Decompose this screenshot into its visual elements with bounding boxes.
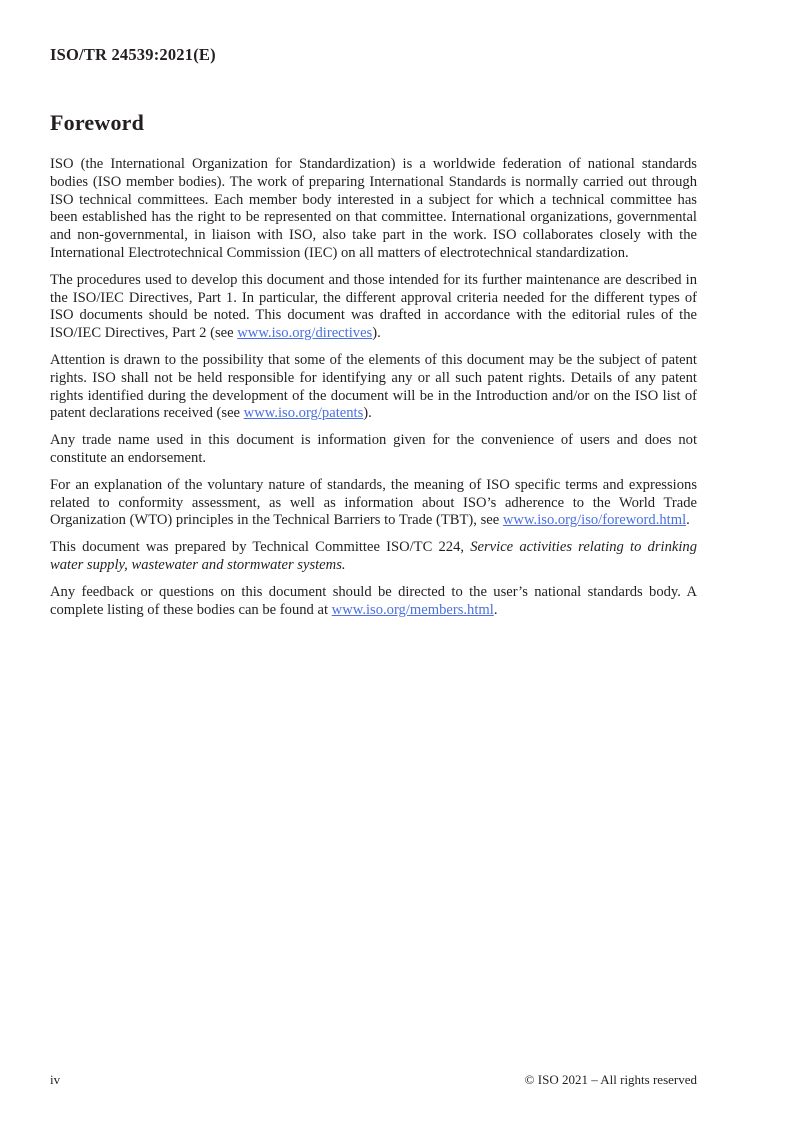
paragraph-text: .: [686, 512, 690, 529]
link-iso-members[interactable]: www.iso.org/members.html: [331, 601, 494, 618]
committee-title-italic: Service activities relating to drinking water supply, wastewater and stormwater systems.: [50, 539, 697, 573]
paragraph-text: Any feedback or questions on this document should be directed to the user’s national standards body. A complete listing of these bodies can be found at: [50, 583, 697, 618]
document-reference: ISO/TR 24539:2021(E): [50, 45, 216, 64]
paragraph-text: Any trade name used in this document is information given for the convenience of users and does not constitute an endorsement.: [50, 432, 697, 466]
foreword-paragraph-feedback: [50, 584, 697, 620]
paragraph-text: ).: [372, 325, 381, 342]
paragraph-text: ISO (the International Organization for Standardization) is a worldwide federation of national standards bodies (ISO member bodies). The work of preparing International Standards is normally carried out through ISO technical committees. Each member body interested in a subject for which a technical committee has been established has the right to be represented on that committee. International organizations, governmental and non-governmental, in liaison with ISO, also take part in the work. ISO collaborates closely with the International Electrotechnical Commission (IEC) on all matters of electrotechnical standardization.: [50, 156, 697, 261]
paragraph-text: The procedures used to develop this document and those intended for its further maintenance are described in the ISO/IEC Directives, Part 1. In particular, the different approval criteria needed for the different types of ISO documents should be noted. This document was drafted in accordance with the editorial rules of the ISO/IEC Directives, Part 2 (see: [50, 271, 697, 342]
foreword-paragraph-patents: [50, 352, 697, 423]
paragraph-text: Attention is drawn to the possibility that some of the elements of this document may be the subject of patent rights. ISO shall not be held responsible for identifying any or all such patent rights. Details of any patent rights identified during the development of the document will be in the Introduction and/or on the ISO list of patent declarations received (see: [50, 351, 697, 422]
page-footer: [50, 1072, 697, 1088]
link-iso-directives[interactable]: www.iso.org/directives: [237, 325, 373, 342]
paragraph-text: ).: [363, 405, 372, 422]
foreword-paragraph-committee: [50, 539, 697, 575]
foreword-page: [50, 0, 697, 628]
foreword-paragraph-trade-name: [50, 432, 697, 468]
paragraph-text: For an explanation of the voluntary nature of standards, the meaning of ISO specific terms and expressions related to conformity assessment, as well as information about ISO’s adherence to the World Trade Organization (WTO) principles in the Technical Barriers to Trade (TBT), see: [50, 476, 697, 529]
paragraph-text: This document was prepared by Technical Committee ISO/TC 224,: [50, 539, 471, 556]
paragraph-text: .: [493, 601, 498, 618]
link-iso-foreword[interactable]: [503, 512, 686, 528]
link-iso-patents[interactable]: www.iso.org/patents: [243, 405, 364, 422]
page-number: iv: [50, 1072, 61, 1087]
foreword-paragraph-iso-federation: [50, 156, 697, 263]
page-title: Foreword: [50, 110, 145, 135]
foreword-paragraph-wto: [50, 477, 697, 530]
link-text: iso/foreword.html: [581, 512, 687, 529]
foreword-paragraph-procedures: [50, 272, 697, 343]
link-text: www.iso.org/: [502, 512, 582, 529]
copyright-notice: © ISO 2021 – All rights reserved: [524, 1072, 697, 1087]
